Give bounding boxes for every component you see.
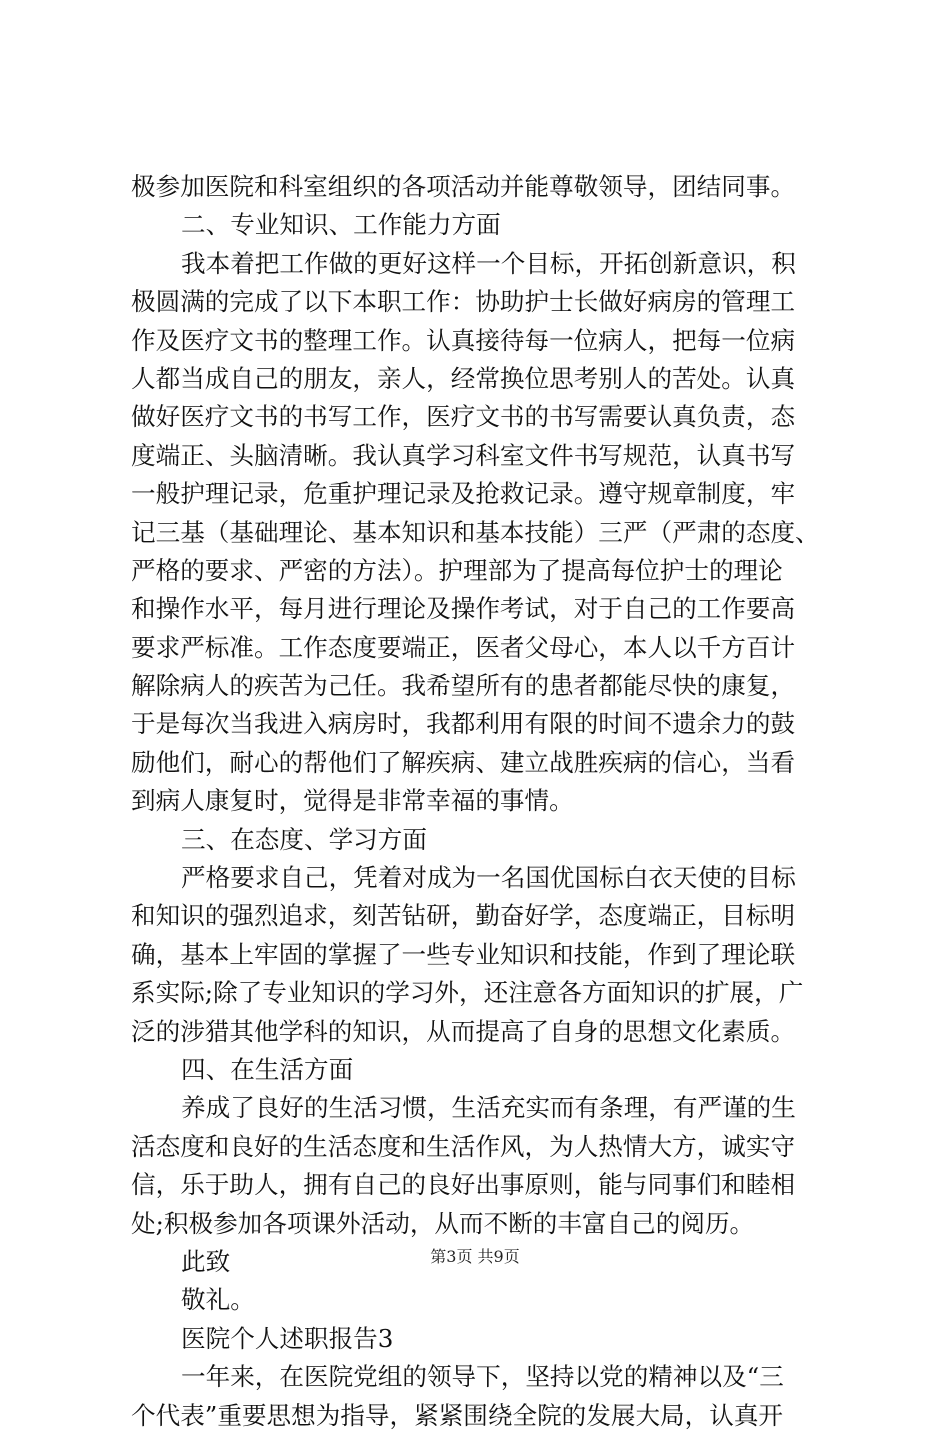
text-line: 和知识的强烈追求，刻苦钻研，勤奋好学，态度端正，目标明 [131, 901, 796, 931]
text-line: 系实际;除了专业知识的学习外，还注意各方面知识的扩展，广 [131, 978, 804, 1008]
text-line: 泛的涉猎其他学科的知识，从而提高了自身的思想文化素质。 [131, 1016, 796, 1046]
text-line: 做好医疗文书的书写工作，医疗文书的书写需要认真负责，态 [131, 402, 796, 432]
text-line: 四、在生活方面 [181, 1054, 354, 1084]
text-line: 于是每次当我进入病房时，我都利用有限的时间不遗余力的鼓 [131, 709, 796, 739]
text-line: 严格的要求、严密的方法）。护理部为了提高每位护士的理论 [131, 555, 783, 585]
text-line: 到病人康复时，觉得是非常幸福的事情。 [131, 786, 574, 816]
text-line: 一年来，在医院党组的领导下，坚持以党的精神以及“三 [181, 1362, 784, 1392]
text-line: 信，乐于助人，拥有自己的良好出事原则，能与同事们和睦相 [131, 1170, 796, 1200]
text-line: 三、在态度、学习方面 [181, 824, 427, 854]
text-line: 敬礼。 [181, 1285, 255, 1315]
text-line: 确，基本上牢固的掌握了一些专业知识和技能，作到了理论联 [131, 939, 796, 969]
text-line: 二、专业知识、工作能力方面 [181, 210, 501, 240]
text-line: 我本着把工作做的更好这样一个目标，开拓创新意识，积 [181, 248, 796, 278]
text-line: 度端正、头脑清晰。我认真学习科室文件书写规范，认真书写 [131, 440, 796, 470]
text-line: 极圆满的完成了以下本职工作：协助护士长做好病房的管理工 [131, 287, 796, 317]
text-line: 个代表”重要思想为指导，紧紧围绕全院的发展大局，认真开 [131, 1400, 784, 1430]
text-line: 医院个人述职报告3 [181, 1323, 394, 1353]
text-line: 养成了良好的生活习惯，生活充实而有条理，有严谨的生 [181, 1093, 796, 1123]
text-line: 处;积极参加各项课外活动，从而不断的丰富自己的阅历。 [131, 1208, 755, 1238]
text-line: 人都当成自己的朋友，亲人，经常换位思考别人的苦处。认真 [131, 363, 796, 393]
text-line: 励他们，耐心的帮他们了解疾病、建立战胜疾病的信心，当看 [131, 747, 796, 777]
text-line: 极参加医院和科室组织的各项活动并能尊敬领导，团结同事。 [131, 172, 796, 201]
page-footer: 第3页 共9页 [430, 1247, 520, 1266]
text-line: 一般护理记录，危重护理记录及抢救记录。遵守规章制度，牢 [131, 479, 796, 509]
text-line: 要求严标准。工作态度要端正，医者父母心，本人以千方百计 [131, 632, 796, 662]
text-line: 活态度和良好的生活态度和生活作风，为人热情大方，诚实守 [131, 1131, 796, 1161]
text-line: 和操作水平，每月进行理论及操作考试，对于自己的工作要高 [131, 594, 796, 624]
text-line: 记三基（基础理论、基本知识和基本技能）三严（严肃的态度、 [131, 517, 820, 547]
text-line: 此致 [181, 1246, 231, 1276]
text-line: 严格要求自己，凭着对成为一名国优国标白衣天使的目标 [181, 863, 796, 893]
text-line: 作及医疗文书的整理工作。认真接待每一位病人，把每一位病 [131, 325, 796, 355]
text-line: 解除病人的疾苦为己任。我希望所有的患者都能尽快的康复， [131, 671, 796, 701]
